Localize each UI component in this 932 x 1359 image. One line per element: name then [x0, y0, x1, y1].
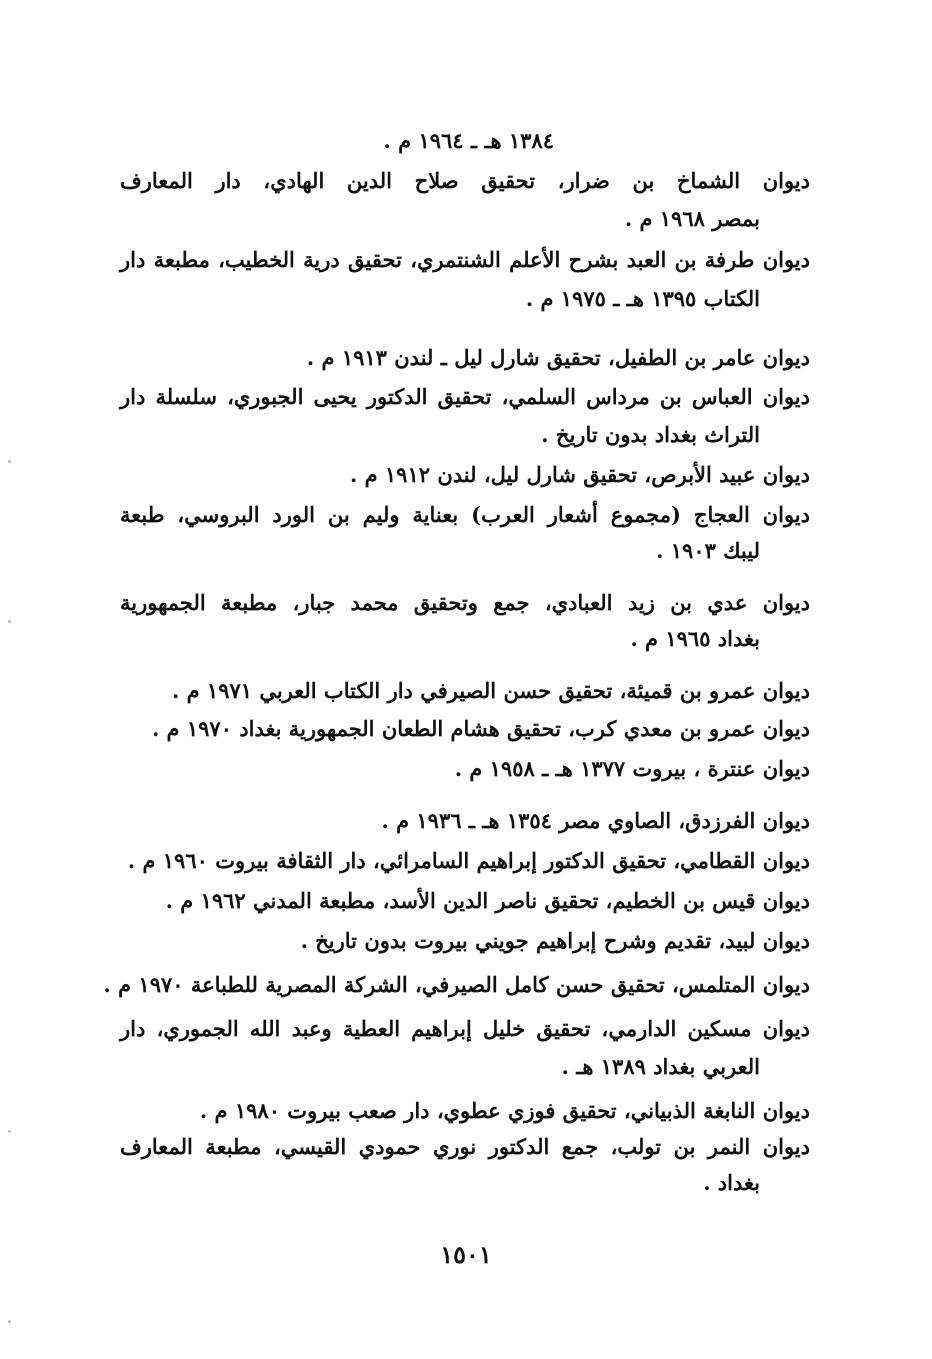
bibliography-entry: ديوان عدي بن زيد العبادي، جمع وتحقيق محمد جبار، مطبعة الجمهورية	[120, 590, 810, 615]
bibliography-entry-continuation: العربي بغداد ١٣٨٩ هـ .	[561, 1054, 760, 1079]
bibliography-entry: ديوان العجاج (مجموع أشعار العرب) بعناية وليم بن الورد البروسي، طبعة	[120, 502, 810, 527]
bibliography-entry: ديوان عمرو بن معدي كرب، تحقيق هشام الطعان الجمهورية بغداد ١٩٧٠ م .	[151, 716, 810, 741]
bibliography-entry-continuation: بغداد .	[703, 1170, 760, 1195]
scan-speck	[8, 1320, 11, 1323]
bibliography-entry-continuation: الكتاب ١٣٩٥ هـ ـ ١٩٧٥ م .	[525, 286, 760, 311]
scan-speck	[8, 1130, 11, 1133]
bibliography-entry: ديوان مسكين الدارمي، تحقيق خليل إبراهيم العطية وعبد الله الجموري، دار	[120, 1016, 810, 1041]
scan-speck	[8, 460, 11, 463]
scan-speck	[8, 620, 11, 623]
bibliography-entry: ديوان عبيد الأبرص، تحقيق شارل ليل، لندن ١٩١٢ م .	[349, 462, 810, 487]
bibliography-entry: ديوان النمر بن تولب، جمع الدكتور نوري حمودي القيسي، مطبعة المعارف	[120, 1134, 810, 1159]
bibliography-entry: ديوان القطامي، تحقيق الدكتور إبراهيم السامرائي، دار الثقافة بيروت ١٩٦٠ م .	[127, 848, 810, 873]
bibliography-entry: ديوان قيس بن الخطيم، تحقيق ناصر الدين الأسد، مطبعة المدني ١٩٦٢ م .	[165, 888, 810, 913]
bibliography-entry-continuation: بغداد ١٩٦٥ م .	[630, 626, 760, 651]
bibliography-entry: ديوان طرفة بن العبد بشرح الأعلم الشنتمري، تحقيق درية الخطيب، مطبعة دار	[120, 247, 810, 272]
bibliography-line: ١٣٨٤ هـ ـ ١٩٦٤ م .	[383, 128, 554, 153]
bibliography-entry: ديوان عنترة ، بيروت ١٣٧٧ هـ ـ ١٩٥٨ م .	[454, 756, 810, 781]
bibliography-entry: ديوان عامر بن الطفيل، تحقيق شارل ليل ـ لندن ١٩١٣ م .	[306, 345, 810, 370]
bibliography-entry: ديوان النابغة الذبياني، تحقيق فوزي عطوي، دار صعب بيروت ١٩٨٠ م .	[199, 1098, 810, 1123]
page-number: ١٥٠١	[440, 1240, 492, 1269]
bibliography-entry: ديوان الفرزدق، الصاوي مصر ١٣٥٤ هـ ـ ١٩٣٦ م .	[381, 808, 810, 833]
bibliography-entry: ديوان المتلمس، تحقيق حسن كامل الصيرفي، الشركة المصرية للطباعة ١٩٧٠ م .	[103, 972, 810, 997]
bibliography-entry-continuation: بمصر ١٩٦٨ م .	[624, 206, 760, 231]
bibliography-entry-continuation: ليبك ١٩٠٣ .	[656, 538, 760, 563]
bibliography-entry: ديوان الشماخ بن ضرار، تحقيق صلاح الدين الهادي، دار المعارف	[120, 168, 810, 193]
bibliography-entry: ديوان العباس بن مرداس السلمي، تحقيق الدكتور يحيى الجبوري، سلسلة دار	[120, 384, 810, 409]
bibliography-entry-continuation: التراث بغداد بدون تاريخ .	[541, 422, 760, 447]
bibliography-entry: ديوان لبيد، تقديم وشرح إبراهيم جويني بيروت بدون تاريخ .	[300, 928, 810, 953]
bibliography-entry: ديوان عمرو بن قميئة، تحقيق حسن الصيرفي دار الكتاب العربي ١٩٧١ م .	[171, 678, 810, 703]
